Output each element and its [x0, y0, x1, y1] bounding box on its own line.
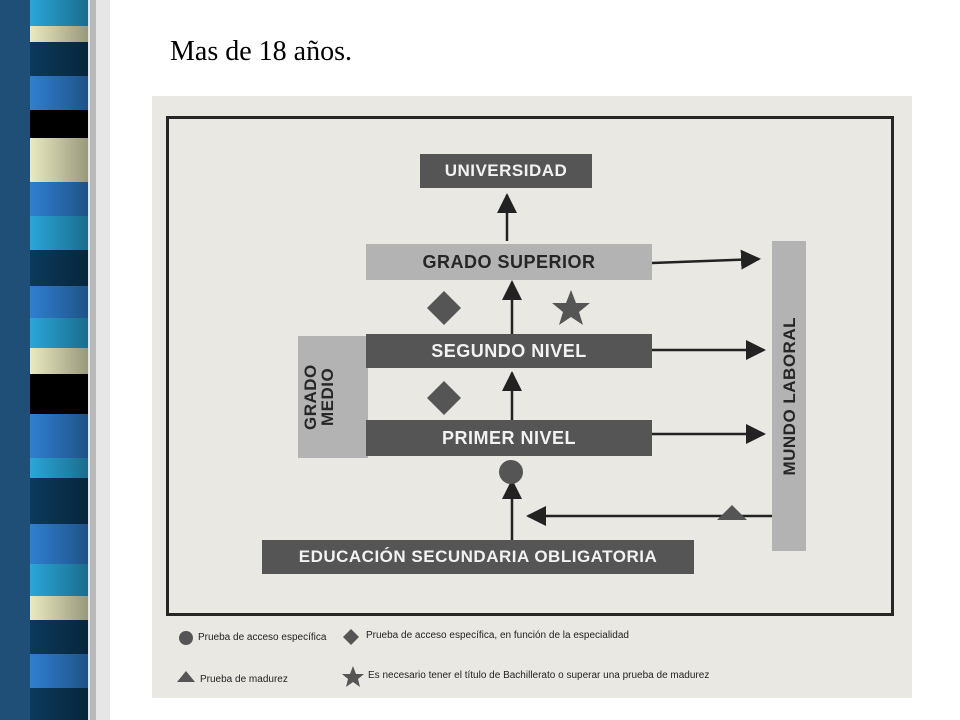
eso-box: EDUCACIÓN SECUNDARIA OBLIGATORIA — [262, 540, 694, 574]
triangle-icon — [717, 505, 747, 520]
legend-star-label: Es necesario tener el título de Bachillerato o superar una prueba de madurez — [368, 670, 710, 681]
legend-triangle-label: Prueba de madurez — [200, 674, 288, 685]
primer-nivel-box: PRIMER NIVEL — [366, 420, 652, 456]
star-icon — [552, 290, 590, 325]
legend-triangle-icon — [177, 671, 195, 682]
legend-diamond-icon — [343, 629, 359, 645]
slide-title: Mas de 18 años. — [170, 36, 352, 67]
mundo-laboral-label: MUNDO LABORAL — [779, 316, 799, 476]
arrow-superior-to-laboral — [652, 259, 759, 263]
segundo-nivel-box: SEGUNDO NIVEL — [366, 334, 652, 368]
diamond-icon — [427, 291, 461, 325]
mundo-laboral-box — [772, 241, 806, 551]
legend-diamond-label: Prueba de acceso específica, en función de la especialidad — [366, 630, 629, 641]
grado-superior-box: GRADO SUPERIOR — [366, 244, 652, 280]
grado-medio-label: GRADO MEDIO — [301, 364, 337, 430]
legend-star-icon — [342, 666, 364, 687]
grado-medio-box — [298, 336, 368, 458]
decorative-stripe-bar — [0, 0, 110, 720]
circle-icon — [499, 460, 523, 484]
education-diagram — [152, 96, 912, 698]
legend-circle-label: Prueba de acceso específica — [198, 632, 327, 643]
diamond-icon — [427, 381, 461, 415]
universidad-box: UNIVERSIDAD — [420, 154, 592, 188]
legend-circle-icon — [179, 631, 193, 645]
